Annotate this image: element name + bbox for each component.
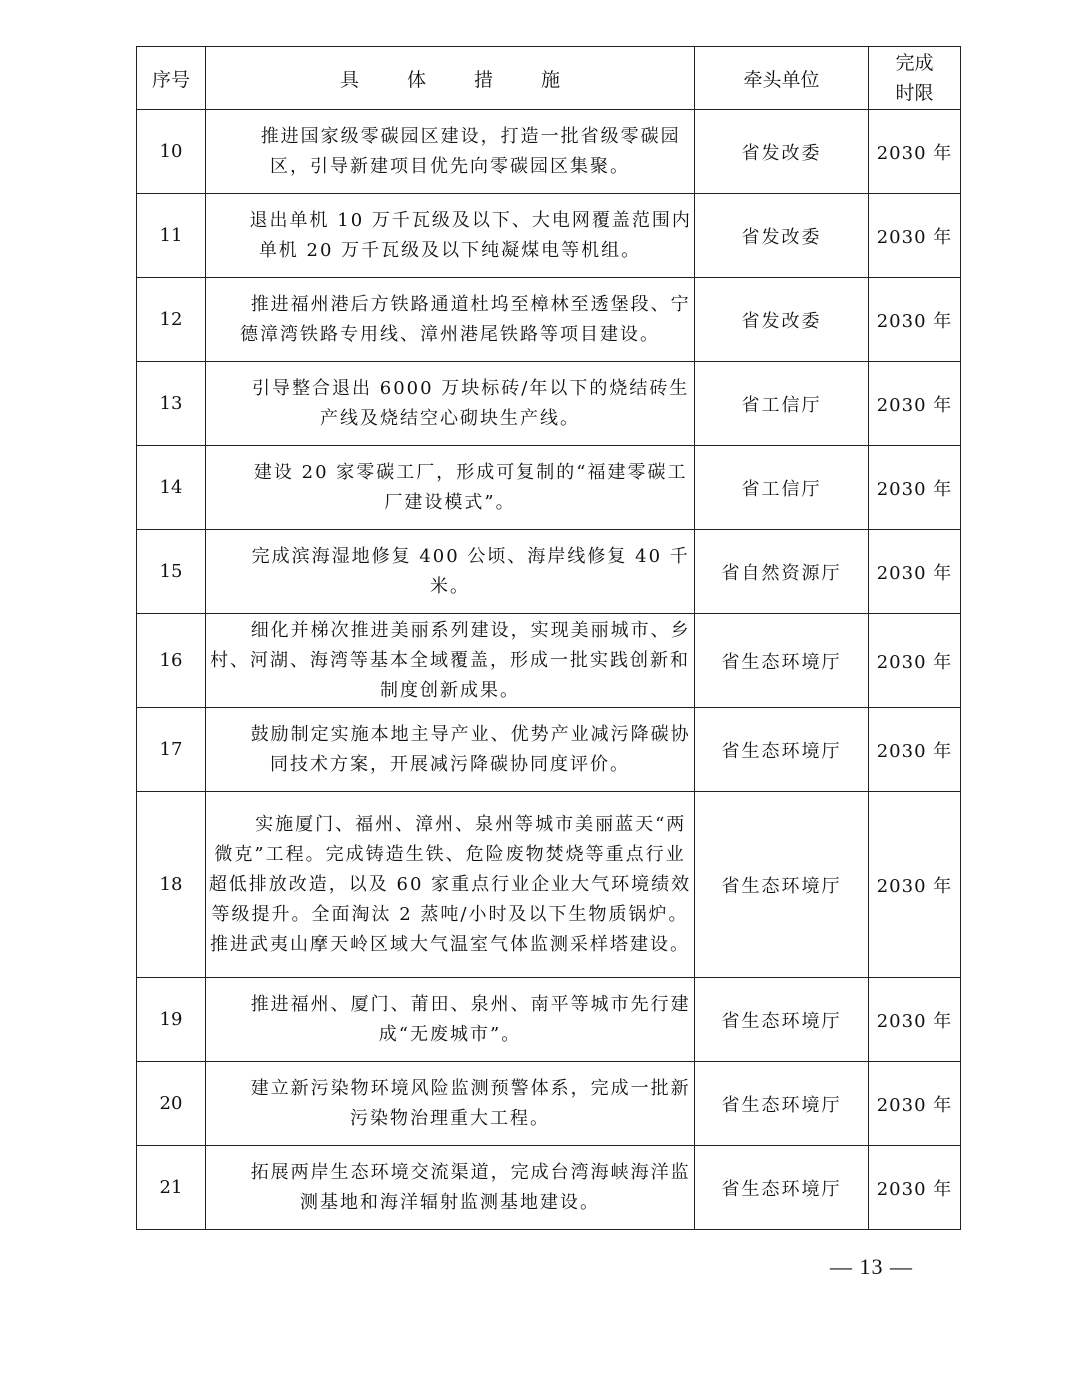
row-number: 20	[137, 1062, 206, 1146]
table-header-row	[137, 47, 961, 110]
row-deadline: 2030 年	[869, 530, 961, 614]
row-deadline: 2030 年	[869, 194, 961, 278]
row-measure: 细化并梯次推进美丽系列建设，实现美丽城市、乡村、河湖、海湾等基本全域覆盖，形成一批实践创新和制度创新成果。	[206, 614, 695, 708]
row-lead-unit: 省工信厅	[695, 362, 869, 446]
row-deadline: 2030 年	[869, 1146, 961, 1230]
header-lead: 牵头单位	[695, 47, 869, 110]
row-lead-unit: 省发改委	[695, 110, 869, 194]
header-deadline-line2: 时限	[895, 82, 934, 104]
row-lead-unit: 省自然资源厅	[695, 530, 869, 614]
table-row	[137, 708, 961, 792]
row-lead-unit: 省生态环境厅	[695, 978, 869, 1062]
row-measure: 推进国家级零碳园区建设，打造一批省级零碳园区，引导新建项目优先向零碳园区集聚。	[206, 110, 695, 194]
row-deadline: 2030 年	[869, 110, 961, 194]
row-deadline: 2030 年	[869, 362, 961, 446]
table-row	[137, 614, 961, 708]
row-deadline: 2030 年	[869, 792, 961, 978]
row-measure: 推进福州港后方铁路通道杜坞至樟林至透堡段、宁德漳湾铁路专用线、漳州港尾铁路等项目建设。	[206, 278, 695, 362]
table-row	[137, 278, 961, 362]
row-lead-unit: 省生态环境厅	[695, 792, 869, 978]
table-row	[137, 978, 961, 1062]
row-number: 21	[137, 1146, 206, 1230]
row-lead-unit: 省生态环境厅	[695, 614, 869, 708]
header-measure	[206, 47, 695, 110]
row-deadline: 2030 年	[869, 614, 961, 708]
row-deadline: 2030 年	[869, 1062, 961, 1146]
header-deadline-line1: 完成	[895, 52, 934, 74]
header-deadline	[869, 47, 961, 110]
row-number: 16	[137, 614, 206, 708]
row-number: 13	[137, 362, 206, 446]
row-number: 15	[137, 530, 206, 614]
table-row	[137, 110, 961, 194]
table-row	[137, 194, 961, 278]
table-row	[137, 446, 961, 530]
row-measure: 完成滨海湿地修复 400 公顷、海岸线修复 40 千米。	[206, 530, 695, 614]
row-deadline: 2030 年	[869, 446, 961, 530]
row-number: 18	[137, 792, 206, 978]
row-measure: 退出单机 10 万千瓦级及以下、大电网覆盖范围内单机 20 万千瓦级及以下纯凝煤电等机组。	[206, 194, 695, 278]
table-row	[137, 530, 961, 614]
row-lead-unit: 省发改委	[695, 194, 869, 278]
row-number: 12	[137, 278, 206, 362]
row-measure: 实施厦门、福州、漳州、泉州等城市美丽蓝天“两微克”工程。完成铸造生铁、危险废物焚烧等重点行业超低排放改造，以及 60 家重点行业企业大气环境绩效等级提升。全面淘汰 2 蒸吨/小时及以下生物质锅炉。推进武夷山摩天岭区域大气温室气体监测采样塔建设。	[206, 792, 695, 978]
row-lead-unit: 省发改委	[695, 278, 869, 362]
row-deadline: 2030 年	[869, 978, 961, 1062]
header-measure-label: 具体措施	[339, 68, 608, 91]
row-lead-unit: 省生态环境厅	[695, 708, 869, 792]
row-number: 14	[137, 446, 206, 530]
row-measure: 拓展两岸生态环境交流渠道，完成台湾海峡海洋监测基地和海洋辐射监测基地建设。	[206, 1146, 695, 1230]
row-deadline: 2030 年	[869, 708, 961, 792]
table-row	[137, 1146, 961, 1230]
row-measure: 建立新污染物环境风险监测预警体系，完成一批新污染物治理重大工程。	[206, 1062, 695, 1146]
row-number: 19	[137, 978, 206, 1062]
row-deadline: 2030 年	[869, 278, 961, 362]
table-row	[137, 362, 961, 446]
header-no: 序号	[137, 47, 206, 110]
row-measure: 推进福州、厦门、莆田、泉州、南平等城市先行建成“无废城市”。	[206, 978, 695, 1062]
row-lead-unit: 省生态环境厅	[695, 1062, 869, 1146]
table-row	[137, 1062, 961, 1146]
row-lead-unit: 省工信厅	[695, 446, 869, 530]
table-row	[137, 792, 961, 978]
row-measure: 建设 20 家零碳工厂，形成可复制的“福建零碳工厂建设模式”。	[206, 446, 695, 530]
row-measure: 引导整合退出 6000 万块标砖/年以下的烧结砖生产线及烧结空心砌块生产线。	[206, 362, 695, 446]
row-number: 11	[137, 194, 206, 278]
row-measure: 鼓励制定实施本地主导产业、优势产业减污降碳协同技术方案，开展减污降碳协同度评价。	[206, 708, 695, 792]
page-number: — 13 —	[830, 1254, 913, 1279]
measures-table	[136, 46, 961, 1230]
row-lead-unit: 省生态环境厅	[695, 1146, 869, 1230]
row-number: 17	[137, 708, 206, 792]
row-number: 10	[137, 110, 206, 194]
